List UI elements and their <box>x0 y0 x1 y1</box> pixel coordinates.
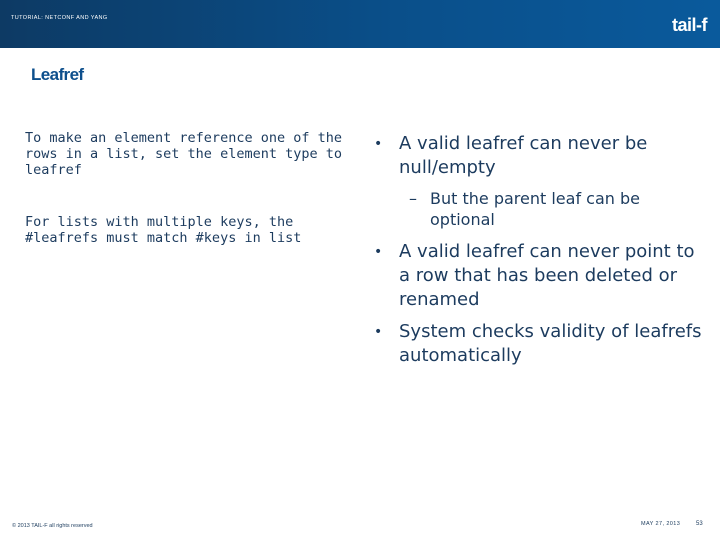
bullet-item-2 <box>372 240 702 312</box>
bullet-marker: • <box>374 244 383 260</box>
bullet-text: A valid leafref can never be null/empty <box>399 133 648 178</box>
dash-marker: – <box>409 189 417 208</box>
bullet-text: System checks validity of leafrefs automatically <box>399 321 702 366</box>
bullet-text: A valid leafref can never point to a row that has been deleted or renamed <box>399 241 695 310</box>
bullet-item-1 <box>372 132 702 180</box>
left-paragraph-1: To make an element reference one of the rows in a list, set the element type to leafref <box>25 130 342 178</box>
bullet-marker: • <box>374 136 383 152</box>
bullet-marker: • <box>374 324 383 340</box>
right-column <box>372 132 702 376</box>
bullet-item-3 <box>372 320 702 368</box>
footer-copyright: © 2013 TAIL-F all rights reserved <box>12 523 93 529</box>
sub-bullet-item-1 <box>372 188 702 230</box>
left-column <box>25 130 355 282</box>
footer-date: MAY 27, 2013 <box>641 521 681 527</box>
sub-bullet-text: But the parent leaf can be optional <box>430 189 640 229</box>
left-paragraph-2: For lists with multiple keys, the #leafrefs must match #keys in list <box>25 214 302 246</box>
tail-f-logo: tail-f <box>672 15 707 35</box>
header-bar <box>0 0 720 48</box>
page-number: 53 <box>696 521 703 527</box>
header-title: TUTORIAL: NETCONF AND YANG <box>11 15 108 21</box>
slide-title: Leafref <box>31 65 84 84</box>
